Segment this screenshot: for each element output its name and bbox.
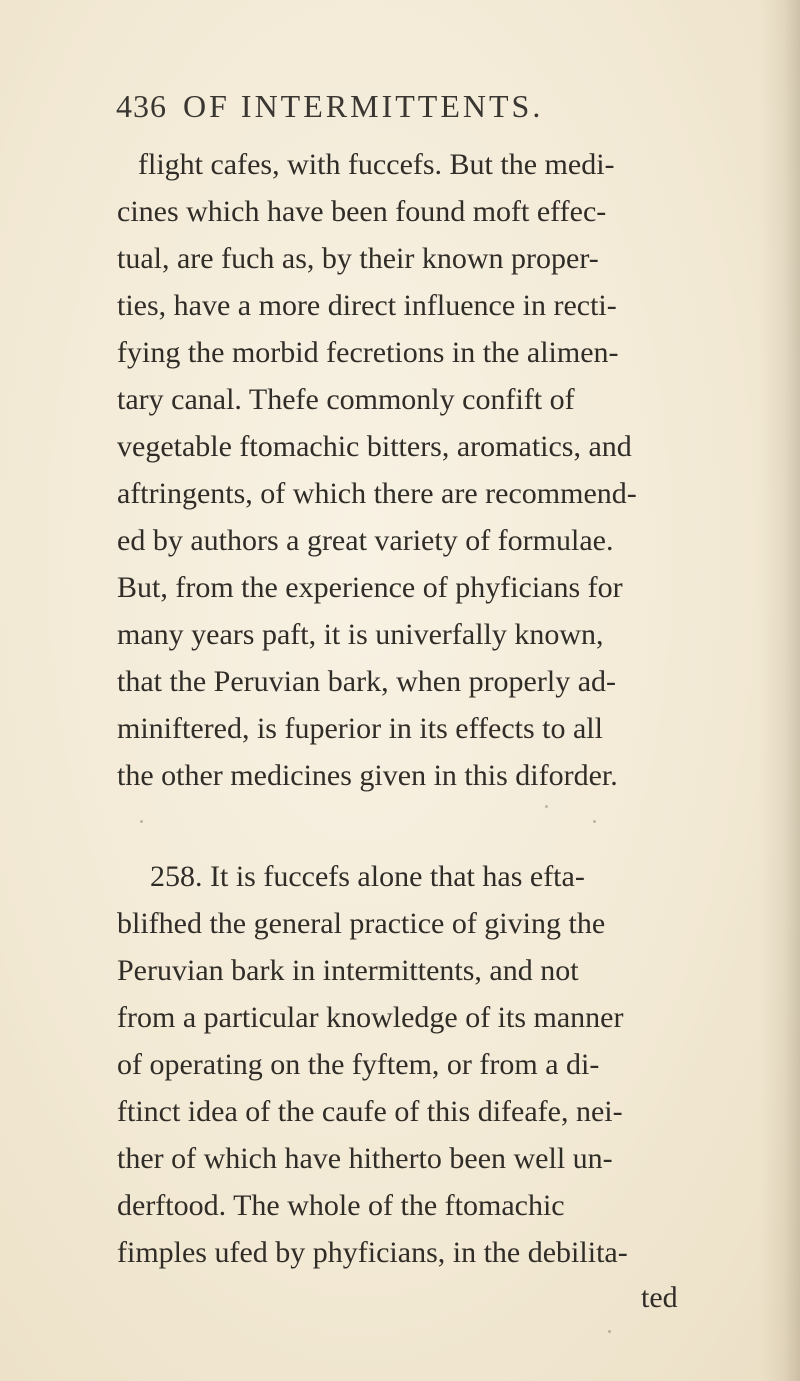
- text-line: ftinct idea of the caufe of this difeafe, nei-: [117, 1095, 623, 1128]
- text-line: tary canal. Thefe commonly confift of: [117, 383, 575, 416]
- text-line: blifhed the general practice of giving the: [117, 907, 606, 940]
- paper-speck: [140, 820, 143, 823]
- text-line: 258. It is fuccefs alone that has efta-: [150, 860, 585, 893]
- text-line: ther of which have hitherto been well un-: [117, 1142, 613, 1175]
- running-head: [116, 88, 543, 125]
- running-head-title: OF INTERMITTENTS.: [183, 88, 544, 124]
- catchword: ted: [641, 1281, 678, 1314]
- text-line: many years paft, it is univerfally known,: [117, 618, 604, 651]
- text-line: tual, are fuch as, by their known proper-: [117, 242, 599, 275]
- text-line: derftood. The whole of the ftomachic: [117, 1189, 565, 1222]
- page-number: 436: [116, 88, 167, 124]
- paper-speck: [545, 805, 548, 808]
- text-line: But, from the experience of phyficians for: [117, 571, 623, 604]
- paper-speck: [593, 820, 596, 823]
- text-line: fying the morbid fecretions in the alimen-: [117, 336, 619, 369]
- text-line: ed by authors a great variety of formulae.: [117, 524, 614, 557]
- text-line: aftringents, of which there are recommend-: [117, 477, 637, 510]
- paper-speck: [608, 1330, 611, 1333]
- text-line: ties, have a more direct influence in recti-: [117, 289, 617, 322]
- page-edge-shadow: [760, 0, 800, 1381]
- text-line: flight cafes, with fuccefs. But the medi-: [138, 148, 615, 181]
- text-line: Peruvian bark in intermittents, and not: [117, 954, 579, 987]
- text-line: the other medicines given in this diforder.: [117, 759, 618, 792]
- text-line: of operating on the fyftem, or from a di-: [117, 1048, 600, 1081]
- text-line: that the Peruvian bark, when properly ad-: [117, 665, 616, 698]
- text-line: cines which have been found moft effec-: [117, 195, 607, 228]
- text-line: miniftered, is fuperior in its effects to all: [117, 712, 603, 745]
- text-line: from a particular knowledge of its manner: [117, 1001, 624, 1034]
- text-line: vegetable ftomachic bitters, aromatics, and: [117, 430, 632, 463]
- text-line: fimples ufed by phyficians, in the debilita-: [117, 1236, 628, 1269]
